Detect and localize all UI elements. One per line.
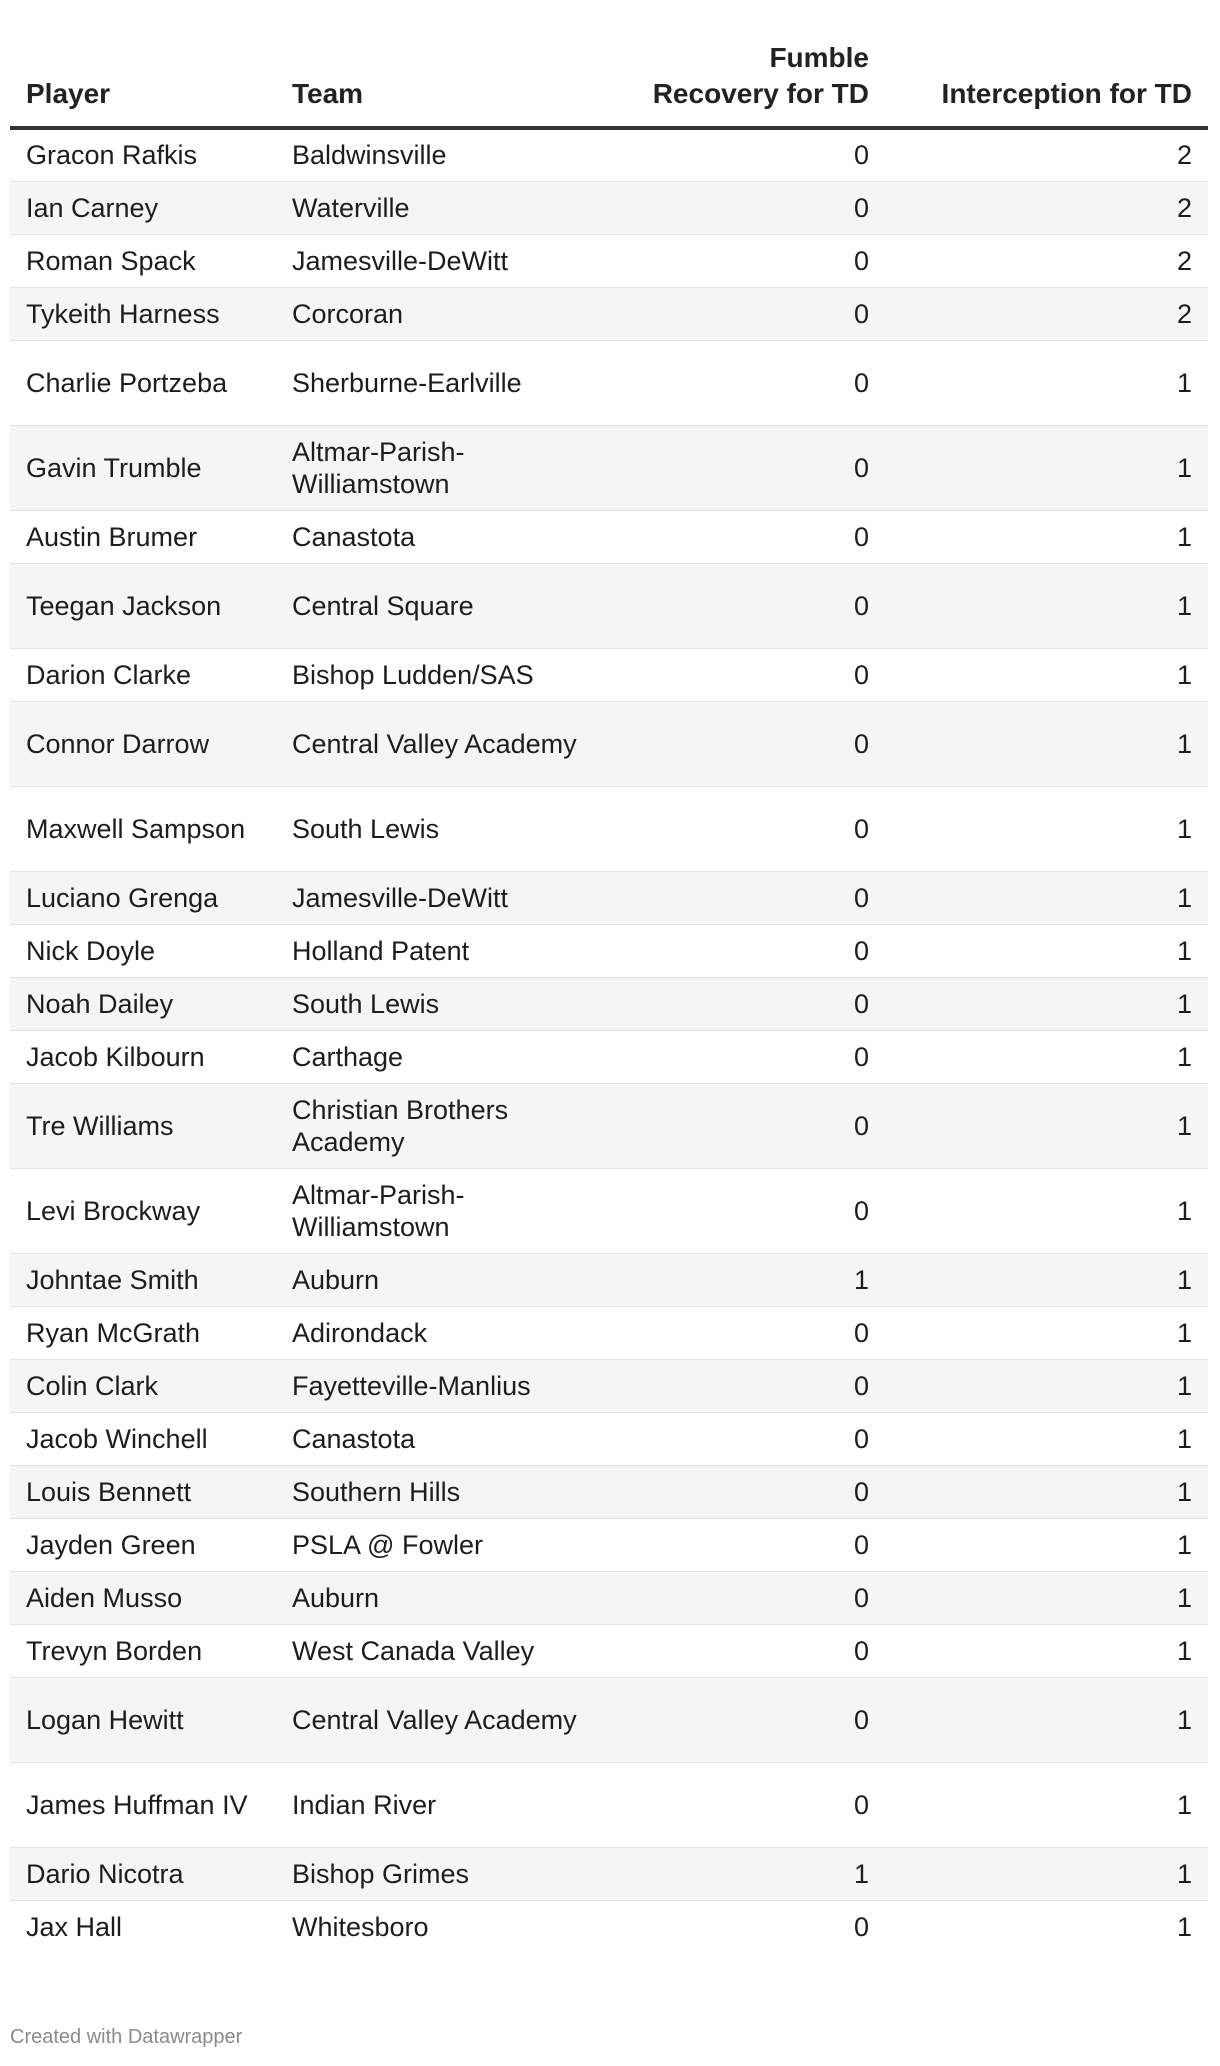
cell-player: Gracon Rafkis: [10, 128, 276, 181]
table-row: [10, 1900, 1208, 1953]
cell-fumble-recovery: 0: [853, 1911, 869, 1942]
cell-interception: 1: [885, 510, 1208, 563]
table-row: [10, 1083, 1208, 1168]
cell-player: Jacob Kilbourn: [10, 1030, 276, 1083]
cell-fumble-recovery: 1: [610, 1253, 885, 1306]
cell-player: Tykeith Harness: [10, 287, 276, 340]
table-row: [10, 1253, 1208, 1306]
cell-player: Maxwell Sampson: [10, 786, 276, 871]
cell-interception: 1: [885, 1762, 1208, 1847]
cell-interception: 1: [885, 1253, 1208, 1306]
table-row: [10, 563, 1208, 648]
table-row: [10, 924, 1208, 977]
cell-interception: 1: [885, 924, 1208, 977]
cell-fumble-recovery: 0: [610, 1762, 885, 1847]
cell-fumble-recovery: 0: [610, 786, 885, 871]
cell-player: Roman Spack: [10, 234, 276, 287]
stats-table-container: [10, 40, 1208, 1953]
cell-player: Austin Brumer: [10, 510, 276, 563]
cell-player: Jayden Green: [10, 1518, 276, 1571]
header-fumble-line1: Fumble: [769, 42, 869, 73]
cell-player: Teegan Jackson: [10, 563, 276, 648]
table-row: [10, 1677, 1208, 1762]
table-row: [10, 1624, 1208, 1677]
cell-team: Canastota: [276, 510, 610, 563]
cell-interception: 1: [885, 701, 1208, 786]
cell-team: Fayetteville-Manlius: [276, 1359, 610, 1412]
cell-interception: 1: [885, 1624, 1208, 1677]
table-row: [10, 1571, 1208, 1624]
cell-player: Ian Carney: [10, 181, 276, 234]
cell-fumble-recovery: 0: [610, 701, 885, 786]
cell-interception: 2: [885, 287, 1208, 340]
cell-team: West Canada Valley: [276, 1624, 610, 1677]
cell-interception: 2: [885, 181, 1208, 234]
cell-team: Waterville: [276, 181, 610, 234]
cell-team: South Lewis: [276, 977, 610, 1030]
cell-team: Central Valley Academy: [276, 1677, 610, 1762]
table-row: [10, 1359, 1208, 1412]
cell-team: Central Square: [276, 563, 610, 648]
cell-fumble-recovery: 0: [610, 871, 885, 924]
cell-player: Dario Nicotra: [10, 1847, 276, 1900]
table-row: [10, 1518, 1208, 1571]
cell-team: Central Valley Academy: [276, 701, 610, 786]
table-row: [10, 1030, 1208, 1083]
cell-fumble-recovery: 0: [610, 1030, 885, 1083]
cell-interception: 1: [885, 1518, 1208, 1571]
header-fumble-line2: Recovery for TD: [652, 78, 869, 109]
cell-fumble-recovery: 0: [610, 924, 885, 977]
cell-interception: 1: [885, 1168, 1208, 1253]
cell-interception: 1: [885, 648, 1208, 701]
table-row: [10, 1168, 1208, 1253]
table-row: [10, 1762, 1208, 1847]
cell-fumble-recovery: 0: [610, 510, 885, 563]
cell-player: Darion Clarke: [10, 648, 276, 701]
cell-player: Colin Clark: [10, 1359, 276, 1412]
cell-player: Jax Hall: [26, 1911, 123, 1942]
cell-fumble-recovery: 0: [610, 128, 885, 181]
cell-player: Charlie Portzeba: [10, 340, 276, 425]
cell-player: Luciano Grenga: [10, 871, 276, 924]
cell-fumble-recovery: 0: [610, 648, 885, 701]
table-row: [10, 128, 1208, 181]
cell-team: South Lewis: [276, 786, 610, 871]
table-row: [10, 786, 1208, 871]
cell-team: Holland Patent: [276, 924, 610, 977]
table-row: [10, 234, 1208, 287]
cell-player: Levi Brockway: [10, 1168, 276, 1253]
table-row: [10, 1306, 1208, 1359]
cell-fumble-recovery: 0: [610, 1359, 885, 1412]
cell-player: Louis Bennett: [10, 1465, 276, 1518]
cell-team: Corcoran: [276, 287, 610, 340]
cell-fumble-recovery: 0: [610, 1624, 885, 1677]
table-row: [10, 287, 1208, 340]
cell-team: Southern Hills: [276, 1465, 610, 1518]
table-body: [10, 128, 1208, 1953]
cell-fumble-recovery: 0: [610, 1168, 885, 1253]
cell-team: Sherburne-Earlville: [276, 340, 610, 425]
table-row: [10, 1412, 1208, 1465]
cell-player: Nick Doyle: [10, 924, 276, 977]
stats-table: [10, 40, 1208, 1953]
cell-interception: 1: [885, 871, 1208, 924]
cell-interception: 1: [885, 786, 1208, 871]
cell-player: Jacob Winchell: [10, 1412, 276, 1465]
cell-fumble-recovery: 0: [610, 1677, 885, 1762]
cell-interception: 1: [885, 1465, 1208, 1518]
table-row: [10, 181, 1208, 234]
cell-team: Bishop Ludden/SAS: [276, 648, 610, 701]
header-interception[interactable]: Interception for TD: [885, 40, 1208, 128]
cell-interception: 1: [885, 977, 1208, 1030]
cell-team: Bishop Grimes: [276, 1847, 610, 1900]
cell-fumble-recovery: 0: [610, 234, 885, 287]
cell-team: Altmar-Parish-Williamstown: [276, 1168, 610, 1253]
cell-player: Connor Darrow: [10, 701, 276, 786]
cell-interception: 1: [885, 1677, 1208, 1762]
header-fumble-recovery[interactable]: [610, 40, 885, 128]
cell-fumble-recovery: 0: [610, 181, 885, 234]
cell-player: Logan Hewitt: [10, 1677, 276, 1762]
cell-team: Whitesboro: [292, 1911, 429, 1942]
cell-interception: 1: [885, 1083, 1208, 1168]
cell-interception: 1: [1176, 1911, 1192, 1942]
cell-fumble-recovery: 0: [610, 1518, 885, 1571]
cell-team: Baldwinsville: [276, 128, 610, 181]
table-row: [10, 701, 1208, 786]
cell-interception: 2: [885, 234, 1208, 287]
cell-interception: 1: [885, 1847, 1208, 1900]
cell-interception: 1: [885, 1412, 1208, 1465]
cell-team: Indian River: [276, 1762, 610, 1847]
cell-interception: 1: [885, 1306, 1208, 1359]
table-row: [10, 1465, 1208, 1518]
table-header: [10, 40, 1208, 128]
cell-player: James Huffman IV: [10, 1762, 276, 1847]
cell-player: Trevyn Borden: [10, 1624, 276, 1677]
cell-team: Auburn: [276, 1253, 610, 1306]
cell-fumble-recovery: 1: [610, 1847, 885, 1900]
cell-team: Adirondack: [276, 1306, 610, 1359]
cell-team: Canastota: [276, 1412, 610, 1465]
cell-fumble-recovery: 0: [610, 563, 885, 648]
cell-fumble-recovery: 0: [610, 425, 885, 510]
cell-team: Christian Brothers Academy: [276, 1083, 610, 1168]
cell-interception: 2: [885, 128, 1208, 181]
table-row: [10, 977, 1208, 1030]
cell-fumble-recovery: 0: [610, 1083, 885, 1168]
cell-player: Ryan McGrath: [10, 1306, 276, 1359]
cell-player: Gavin Trumble: [10, 425, 276, 510]
cell-fumble-recovery: 0: [610, 1306, 885, 1359]
cell-player: Tre Williams: [10, 1083, 276, 1168]
cell-fumble-recovery: 0: [610, 977, 885, 1030]
cell-team: Auburn: [276, 1571, 610, 1624]
cell-player: Johntae Smith: [10, 1253, 276, 1306]
cell-interception: 1: [885, 1359, 1208, 1412]
table-row: [10, 340, 1208, 425]
table-row: [10, 648, 1208, 701]
cell-interception: 1: [885, 340, 1208, 425]
cell-team: PSLA @ Fowler: [276, 1518, 610, 1571]
cell-player: Noah Dailey: [10, 977, 276, 1030]
cell-team: Jamesville-DeWitt: [276, 871, 610, 924]
cell-team: Altmar-Parish-Williamstown: [276, 425, 610, 510]
cell-interception: 1: [885, 1030, 1208, 1083]
cell-interception: 1: [885, 425, 1208, 510]
table-row: [10, 510, 1208, 563]
datawrapper-credit[interactable]: Created with Datawrapper: [10, 2026, 243, 2048]
cell-interception: 1: [885, 563, 1208, 648]
table-row: [10, 871, 1208, 924]
header-player[interactable]: Player: [10, 40, 276, 128]
cell-team: Jamesville-DeWitt: [276, 234, 610, 287]
cell-team: Carthage: [276, 1030, 610, 1083]
header-row: [10, 40, 1208, 128]
cell-player: Aiden Musso: [10, 1571, 276, 1624]
cell-fumble-recovery: 0: [610, 340, 885, 425]
cell-fumble-recovery: 0: [610, 1571, 885, 1624]
table-row: [10, 425, 1208, 510]
header-team[interactable]: Team: [276, 40, 610, 128]
cell-fumble-recovery: 0: [610, 1465, 885, 1518]
cell-fumble-recovery: 0: [610, 287, 885, 340]
cell-interception: 1: [885, 1571, 1208, 1624]
cell-fumble-recovery: 0: [610, 1412, 885, 1465]
table-row: [10, 1847, 1208, 1900]
